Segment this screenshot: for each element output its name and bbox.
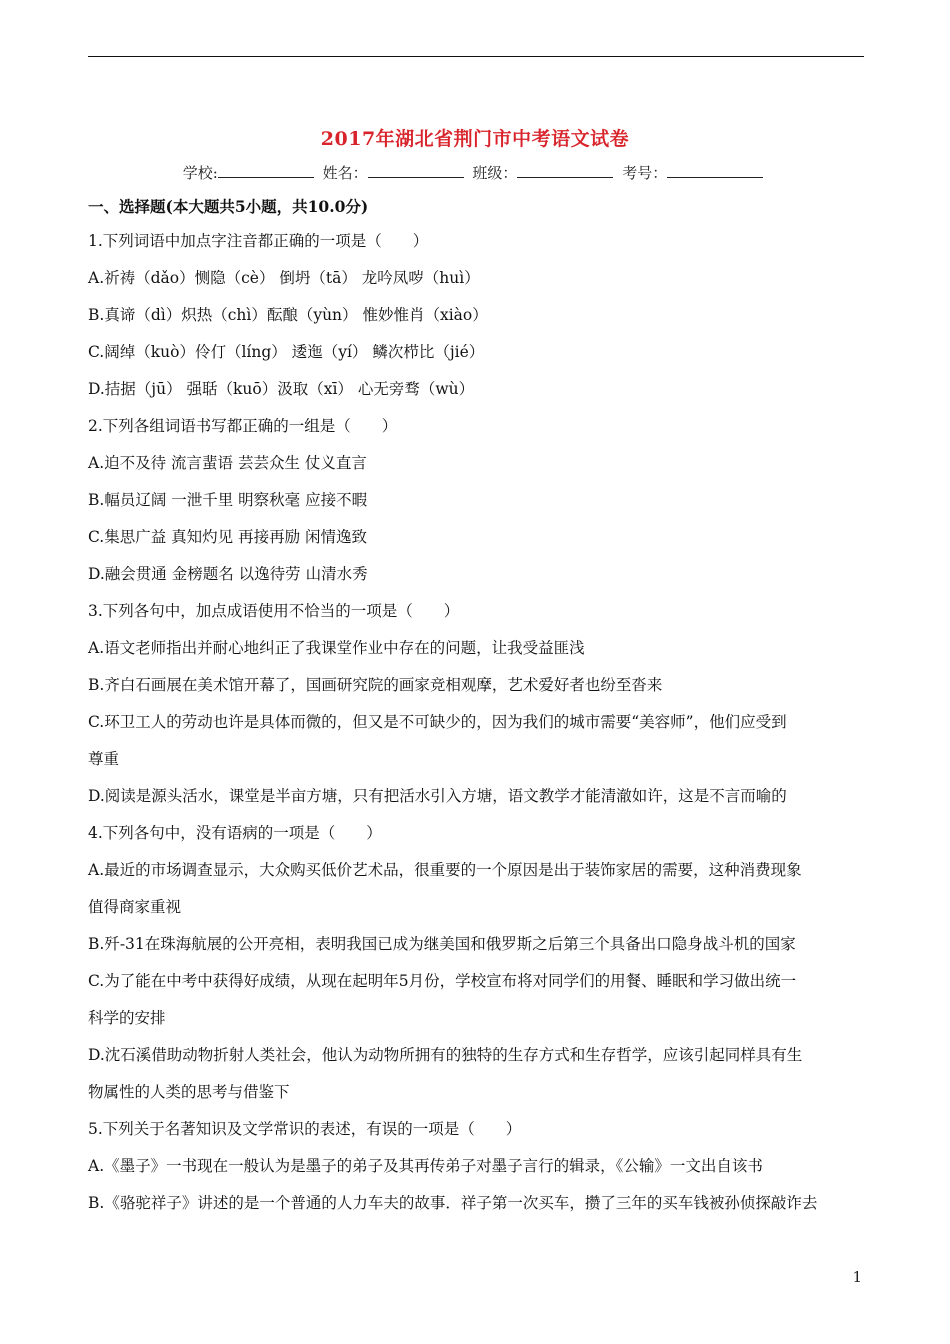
answer-option: B.幅员辽阔 一泄千里 明察秋毫 应接不暇 [88,491,368,509]
answer-option: C.阔绰（kuò）伶仃（líng） 逶迤（yí） 鳞次栉比（jié） [88,343,485,361]
answer-option: D.阅读是源头活水，课堂是半亩方塘，只有把活水引入方塘，语文教学才能清澈如许，这是不言而喻的 [88,787,787,805]
question-stem: 1.下列词语中加点字注音都正确的一项是（ ） [88,232,429,250]
info-school-label: 学校: [182,164,218,182]
info-name-label: 姓名： [322,164,368,182]
answer-option: B.《骆驼祥子》讲述的是一个普通的人力车夫的故事．祥子第一次买车，攒了三年的买车钱被孙侦探敲诈去 [88,1194,818,1212]
answer-option: A.《墨子》一书现在一般认为是墨子的弟子及其再传弟子对墨子言行的辑录，《公输》一文出自该书 [88,1157,763,1175]
answer-option: D.融会贯通 金榜题名 以逸待劳 山清水秀 [88,565,368,583]
info-class-blank [517,165,613,178]
info-class-label: 班级： [472,164,518,182]
info-name-blank [368,165,464,178]
top-rule [88,56,864,57]
answer-option: D.沈石溪借助动物折射人类社会，他认为动物所拥有的独特的生存方式和生存哲学，应该引起同样具有生 [88,1046,803,1064]
question-stem: 3.下列各句中，加点成语使用不恰当的一项是（ ） [88,602,460,620]
info-school-blank [218,165,314,178]
question-stem: 4.下列各句中，没有语病的一项是（ ） [88,824,382,842]
section-heading: 一、选择题(本大题共5小题，共10.0分) [88,197,369,216]
answer-option: B.齐白石画展在美术馆开幕了，国画研究院的画家竞相观摩，艺术爱好者也纷至沓来 [88,676,663,694]
answer-option: B.真谛（dì）炽热（chì）酝酿（yùn） 惟妙惟肖（xiào） [88,306,488,324]
student-info-line [0,162,950,183]
question-stem: 2.下列各组词语书写都正确的一组是（ ） [88,417,398,435]
text-continuation: 值得商家重视 [88,898,182,916]
text-continuation: 物属性的人类的思考与借鉴下 [88,1083,290,1101]
page-number: 1 [852,1268,862,1286]
answer-option: C.为了能在中考中获得好成绩，从现在起明年5月份，学校宣布将对同学们的用餐、睡眠和学习做出统一 [88,972,797,990]
answer-option: A.语文老师指出并耐心地纠正了我课堂作业中存在的问题，让我受益匪浅 [88,639,585,657]
text-continuation: 科学的安排 [88,1009,166,1027]
answer-option: D.拮据（jū） 强聒（kuō）汲取（xī） 心无旁骛（wù） [88,380,475,398]
answer-option: A.祈祷（dǎo）恻隐（cè） 倒坍（tā） 龙吟凤哕（huì） [88,269,480,287]
info-number-label: 考号： [622,164,668,182]
answer-option: A.迫不及待 流言蜚语 芸芸众生 仗义直言 [88,454,367,472]
answer-option: C.集思广益 真知灼见 再接再励 闲情逸致 [88,528,368,546]
answer-option: A.最近的市场调查显示，大众购买低价艺术品，很重要的一个原因是出于装饰家居的需要，这种消费现象 [88,861,802,879]
answer-option: C.环卫工人的劳动也许是具体而微的，但又是不可缺少的，因为我们的城市需要“美容师”，他们应受到 [88,713,787,731]
answer-option: B.歼-31在珠海航展的公开亮相，表明我国已成为继美国和俄罗斯之后第三个具备出口隐身战斗机的国家 [88,935,796,953]
info-number-blank [667,165,763,178]
text-continuation: 尊重 [88,750,120,768]
question-stem: 5.下列关于名著知识及文学常识的表述，有误的一项是（ ） [88,1120,522,1138]
page-title: 2017年湖北省荆门市中考语文试卷 [320,128,630,150]
exam-body [88,196,868,1229]
